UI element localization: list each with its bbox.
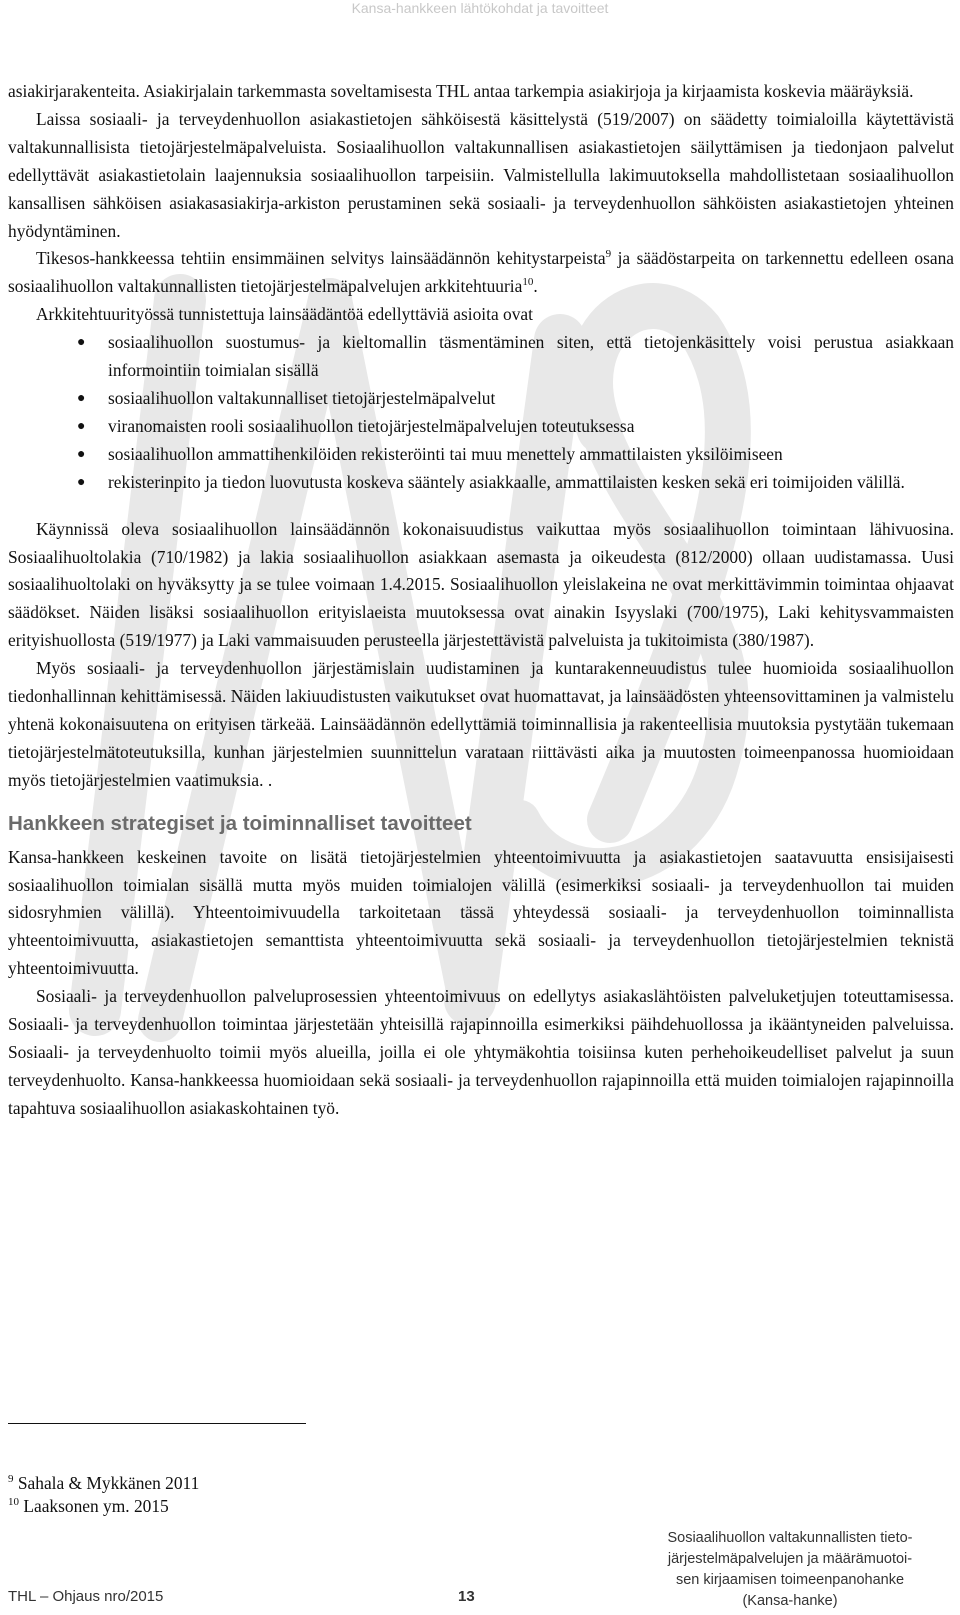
bullet-icon: ●: [77, 474, 86, 490]
footer-line: järjestelmäpalvelujen ja määrämuotoi-: [667, 1551, 913, 1567]
footnotes: [8, 1472, 508, 1518]
footnote: [8, 1472, 508, 1495]
page-number: 13: [458, 1588, 475, 1605]
bullet-icon: ●: [77, 446, 86, 462]
list-item: [77, 469, 954, 497]
list-intro: Arkkitehtuurityössä tunnistettuja lainsäädäntöä edellyttäviä asioita ovat: [36, 304, 533, 325]
footer-line: (Kansa-hanke): [742, 1593, 838, 1609]
list-item-text: viranomaisten rooli sosiaalihuollon tietojärjestelmäpalvelujen toteutuksessa: [108, 415, 635, 436]
body-text: [8, 78, 954, 1123]
list-item-text: sosiaalihuollon valtakunnalliset tietojärjestelmäpalvelut: [108, 387, 496, 408]
footnote-reference[interactable]: 9: [605, 248, 612, 261]
footer-line: Sosiaalihuollon valtakunnallisten tieto-: [667, 1530, 913, 1546]
paragraph: Kansa-hankkeen keskeinen tavoite on lisätä tietojärjestelmien yhteentoimivuutta ja asiakastietojen saatavuutta ensisijaisesti sosiaalihuollon toimialan sisällä mutta myös muiden toimialojen välillä (esimerkiksi sosiaali- ja terveydenhuollon tai muiden sidosryhmien välillä). Yhteentoimivuudella tarkoitetaan tässä yhteydessä sosiaali- ja terveydenhuollon toiminnallista yhteentoimivuutta, asiakastietojen semanttista yhteentoimivuutta sekä sosiaali- ja terveydenhuollon tietojärjestelmien teknistä yhteentoimivuutta.: [8, 846, 954, 979]
section-heading: Hankkeen strategiset ja toiminnalliset tavoitteet: [8, 811, 472, 835]
footnote-text: Sahala & Mykkänen 2011: [17, 1473, 200, 1493]
paragraph: Käynnissä oleva sosiaalihuollon lainsäädännön kokonaisuudistus vaikuttaa myös sosiaalihuollon toimintaan lähivuosina. Sosiaalihuoltolakia (710/1982) ja lakia sosiaalihuollon asiakkaan asemasta ja oikeudesta (812/2000) ollaan uudistamassa. Uusi sosiaalihuoltolaki on hyväksytty ja se tulee voimaan 1.4.2015. Sosiaalihuollon yleislakeina ne ovat merkittävimmin toimintaa ohjaavat säädökset. Näiden lisäksi sosiaalihuollon erityislaeista muutoksessa ovat ainakin Isyyslaki (700/1975), Laki kehitysvammaisten erityishuollosta (519/1977) ja Laki vammaisuuden perusteella järjestettävistä palveluista ja tukitoimista (380/1987).: [8, 518, 954, 651]
bullet-icon: ●: [77, 418, 86, 434]
list-item: [77, 329, 954, 385]
list-item: [77, 385, 954, 413]
paragraph-text: Tikesos-hankkeessa tehtiin ensimmäinen selvitys lainsäädännön kehitystarpeista: [36, 248, 606, 269]
paragraph: Sosiaali- ja terveydenhuollon palveluprosessien yhteentoimivuus on edellytys asiakaslähtöisten palveluketjujen toteuttamisessa. Sosiaali- ja terveydenhuollon toimintaa järjestetään yhteisillä rajapinnoilla esimerkiksi päihdehuollossa ja ikääntyneiden palveluissa. Sosiaali- ja terveydenhuolto toimii myös alueilla, joilla ei ole yhtymäkohtia toisiinsa kuten perhehoikeudelliset palvelut ja suun terveydenhuolto. Kansa-hankkeessa huomioidaan sekä sosiaali- ja terveydenhuollon rajapinnoilla että muiden toimialojen rajapinnoilla tapahtuva sosiaalihuollon asiakaskohtainen työ.: [8, 986, 954, 1118]
footnote: [8, 1495, 508, 1518]
footer-line: sen kirjaamisen toimeenpanohanke: [675, 1572, 905, 1588]
footnote-reference[interactable]: 10: [522, 276, 534, 289]
list-item-text: rekisterinpito ja tiedon luovutusta koskeva sääntely asiakkaalle, ammattilaisten kesken sekä eri toimijoiden välillä.: [108, 471, 905, 492]
paragraph: [8, 245, 954, 301]
running-header: Kansa-hankkeen lähtökohdat ja tavoitteet: [351, 0, 609, 16]
footnote-number: 10: [8, 1496, 19, 1509]
paragraph: asiakirjarakenteita. Asiakirjalain tarkemmasta soveltamisesta THL antaa tarkempia asiakirjoja ja kirjaamista koskevia määräyksiä.: [8, 81, 914, 101]
bullet-list: [8, 329, 954, 496]
footnote-text: Laaksonen ym. 2015: [23, 1496, 169, 1516]
bullet-icon: ●: [77, 390, 86, 406]
footnote-number: 9: [8, 1473, 14, 1486]
paragraph-text: .: [533, 276, 538, 297]
paragraph: Myös sosiaali- ja terveydenhuollon järjestämislain uudistaminen ja kuntarakenneuudistus tulee huomioida sosiaalihuollon tiedonhallinnan kehittämisessä. Näiden lakiuudistusten vaikutukset ovat huomattavat, ja lainsäädösten yhteensovittaminen ja valmistelu yhtenä kokonaisuutena on erityisen tärkeää. Lainsäädännön edellyttämiä toiminnallisia ja rakenteellisia muutoksia pystytään tukemaan tietojärjestelmätoteutuksilla, kunhan järjestelmien suunnittelun varataan riittävästi aika ja muutosten toimeenpanossa huomioidaan myös tietojärjestelmien vaatimuksia. .: [8, 658, 954, 790]
list-item: [77, 441, 954, 469]
bullet-icon: ●: [77, 335, 86, 351]
paragraph: Laissa sosiaali- ja terveydenhuollon asiakastietojen sähköisestä käsittelystä (519/2007) on säädetty toimialoilla käytettävistä valtakunnallisista tietojärjestelmäpalveluista. Sosiaalihuollon valtakunnallisen asiakastietojen säilyttämisen ja tiedonjaon palvelut edellyttävät asiakastietolain laajennuksia sosiaalihuollon tarpeisiin. Valmistellulla lakimuutoksella mahdollistetaan sosiaalihuollon kansallisen sähköisen asiakasasiakirja-arkiston perustaminen sekä sosiaali- ja terveydenhuollon sähköisten asiakastietojen yhteinen hyödyntäminen.: [8, 108, 954, 241]
paragraph-text: ja säädöstarpeita on tarkennettu edelleen osana sosiaalihuollon valtakunnallisten tietojärjestelmäpalvelujen arkkitehtuuria: [8, 248, 954, 297]
footnote-divider: [8, 1423, 306, 1424]
list-item-text: sosiaalihuollon ammattihenkilöiden rekisteröinti tai muu menettely ammattilaisten yksilöimiseen: [108, 443, 783, 464]
list-item: [77, 413, 954, 441]
footer-publication: THL – Ohjaus nro/2015: [8, 1588, 164, 1605]
list-item-text: sosiaalihuollon suostumus- ja kieltomallin täsmentäminen siten, että tietojenkäsittely voisi perustua asiakkaan informointiin toimialan sisällä: [108, 332, 954, 381]
footer-project-name: [625, 1528, 955, 1612]
